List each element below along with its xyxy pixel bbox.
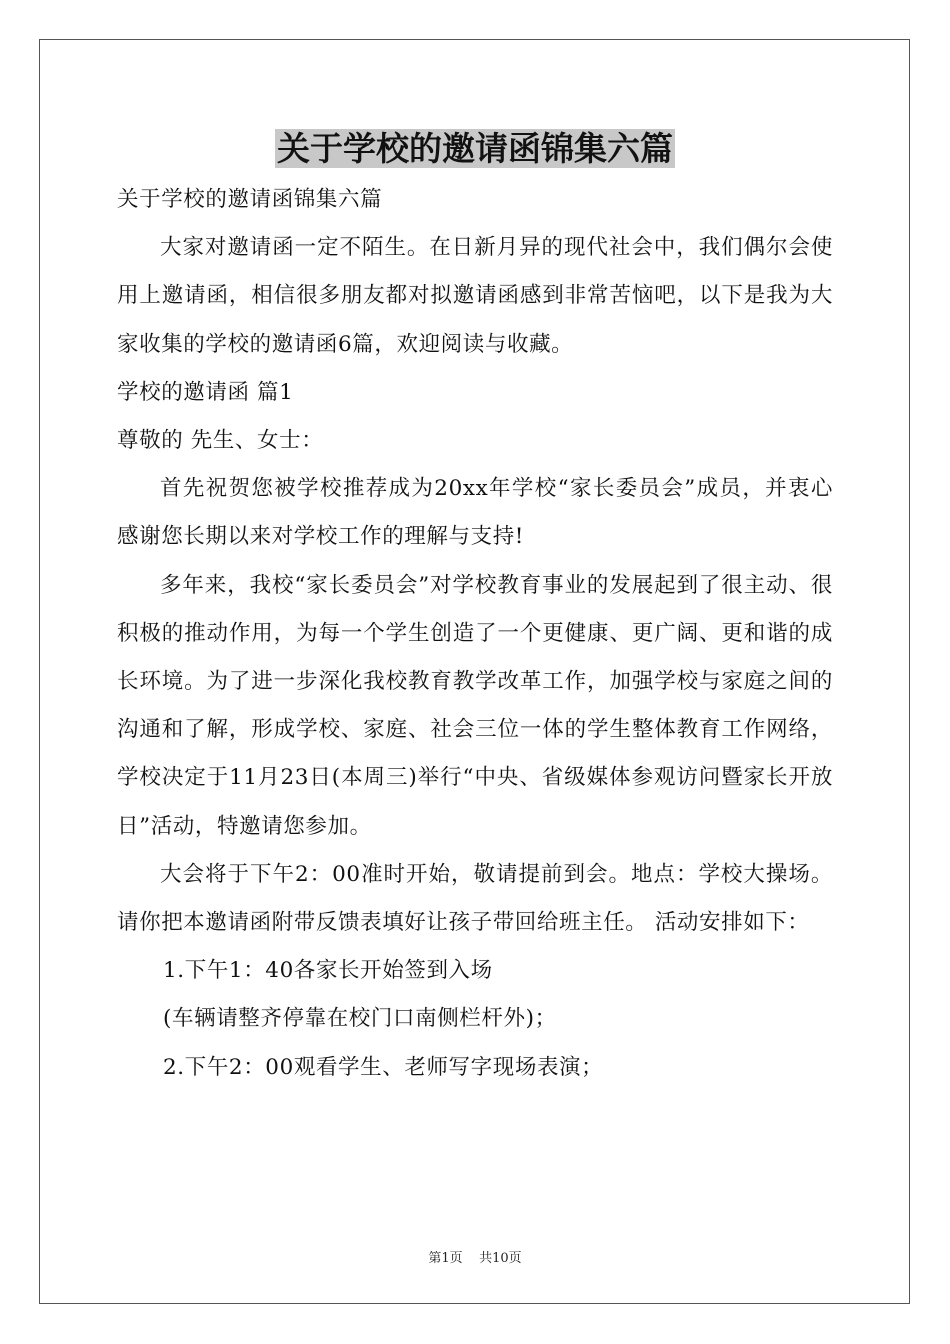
document-subtitle: 关于学校的邀请函锦集六篇 [117,187,383,212]
schedule-item-2: 2.下午2：00观看学生、老师写字现场表演； [163,1054,604,1080]
schedule-item-1: 1.下午1：40各家长开始签到入场 [163,958,493,984]
body-paragraph-2: 多年来，我校“家长委员会”对学校教育事业的发展起到了很主动、很积极的推动作用，为每一个学生创造了一个更健康、更广阔、更和谐的成长环境。为了进一步深化我校教育教学改革工作，加强学校与家庭之间的沟通和了解，形成学校、家庭、社会三位一体的学生整体教育工作网络，学校决定于11月23日(本周三)举行“中央、省级媒体参观访问暨家长开放日”活动，特邀请您参加。 [117,572,833,839]
page-footer [0,1247,950,1266]
salutation: 尊敬的 先生、女士： [117,428,324,454]
body-paragraph-1: 首先祝贺您被学校推荐成为20xx年学校“家长委员会”成员，并衷心感谢您长期以来对学校工作的理解与支持! [117,476,833,550]
document-title-text: 关于学校的邀请函锦集六篇 [277,129,673,168]
page-total: 共10页 [479,1251,522,1266]
document-title [0,126,950,172]
body-paragraph-3: 大会将于下午2：00准时开始，敬请提前到会。地点：学校大操场。请你把本邀请函附带反馈表填好让孩子带回给班主任。 活动安排如下： [117,861,833,936]
document-body [117,176,833,1092]
schedule-item-1-note: (车辆请整齐停靠在校门口南侧栏杆外)； [163,1006,557,1032]
intro-paragraph: 大家对邀请函一定不陌生。在日新月异的现代社会中，我们偶尔会使用上邀请函，相信很多朋友都对拟邀请函感到非常苦恼吧，以下是我为大家收集的学校的邀请函6篇，欢迎阅读与收藏。 [117,235,833,357]
section-heading: 学校的邀请函 篇1 [117,379,294,405]
page-number: 第1页 [428,1251,463,1266]
